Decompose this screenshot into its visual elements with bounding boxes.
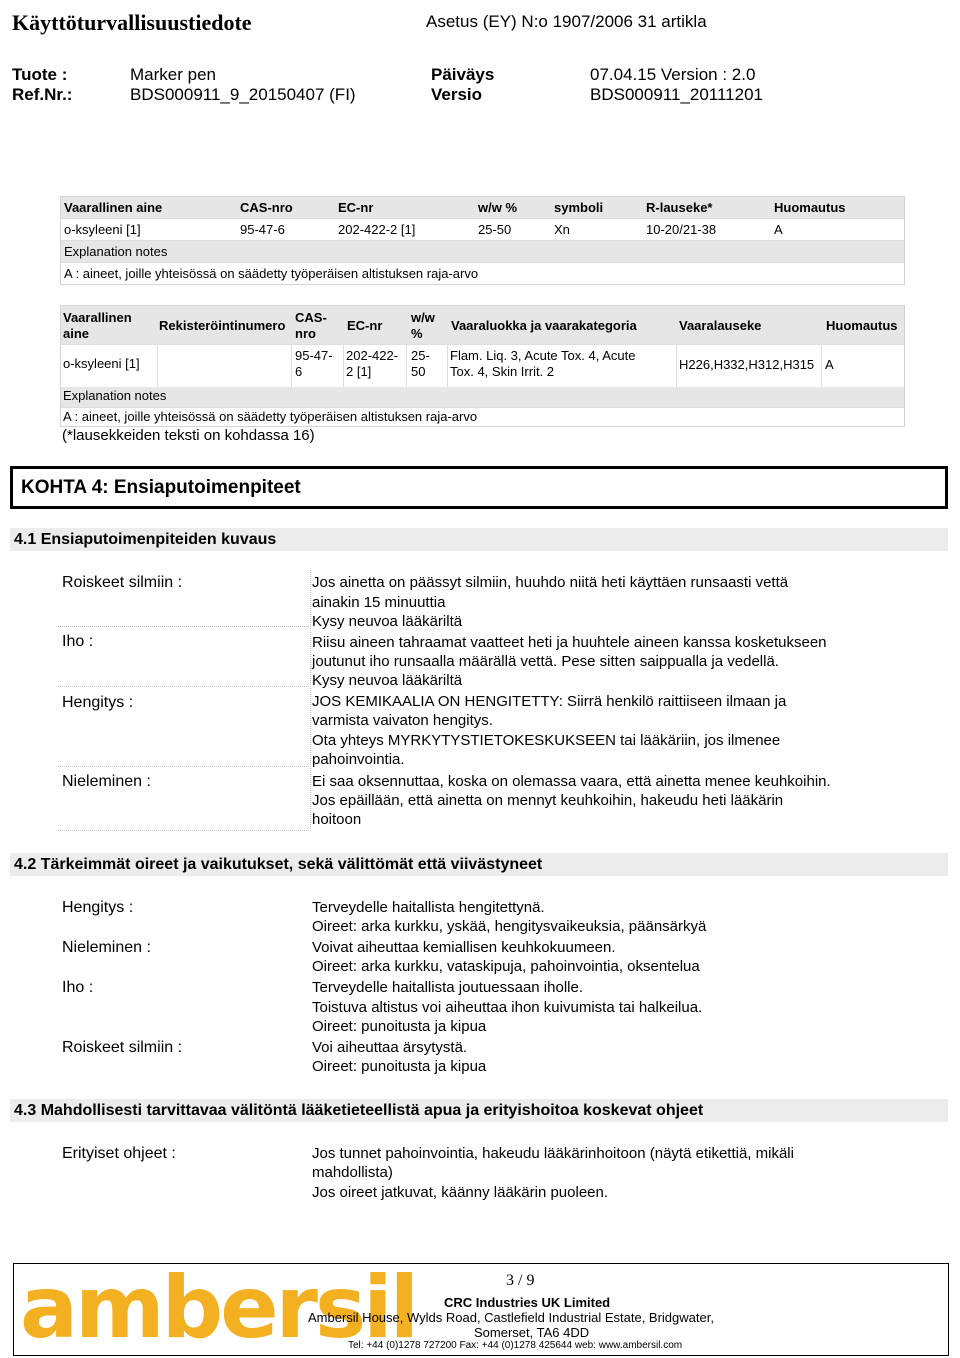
- column-divider: [447, 344, 448, 387]
- cell-ww: 25-50: [478, 222, 512, 237]
- col-ww: [411, 310, 435, 342]
- col-substance-line1: Vaarallinen: [63, 310, 132, 325]
- cell-ww-line2: 50: [411, 364, 426, 379]
- col-ec: EC-nr: [347, 318, 383, 333]
- text-line: Jos oireet jatkuvat, käänny lääkärin puoleen.: [312, 1184, 609, 1201]
- label-special-instructions: Erityiset ohjeet :: [62, 1145, 176, 1162]
- text-line: Toistuva altistus voi aiheuttaa ihon kuivumista tai halkeilua.: [312, 999, 703, 1016]
- subsection-4-3-header: [10, 1099, 948, 1122]
- text-line: Voi aiheuttaa ärsytystä.: [312, 1039, 468, 1056]
- substance-table-clp: [60, 305, 905, 427]
- label-eye-contact: Roiskeet silmiin :: [62, 1039, 183, 1056]
- company-address-line2: Somerset, TA6 4DD: [474, 1325, 590, 1340]
- cell-ec: 202-422-2 [1]: [338, 222, 416, 237]
- text-line: Voivat aiheuttaa kemiallisen keuhkokuumeen.: [312, 939, 616, 956]
- col-cas-line2: nro: [295, 326, 316, 341]
- page-footer: [13, 1258, 949, 1358]
- text-line: Oireet: punoitusta ja kipua: [312, 1058, 487, 1075]
- notes-title: Explanation notes: [63, 388, 167, 403]
- ref-value: BDS000911_9_20150407 (FI): [130, 85, 356, 104]
- section-title: KOHTA 4: Ensiaputoimenpiteet: [21, 477, 301, 498]
- col-cas-line1: CAS-: [295, 310, 327, 325]
- column-divider: [821, 344, 822, 387]
- company-name: CRC Industries UK Limited: [444, 1295, 611, 1310]
- table-header-row: [61, 197, 904, 219]
- text-line: Jos epäillään, että ainetta on mennyt keuhkoihin, hakeudu heti lääkärin: [312, 792, 784, 809]
- cell-symbol: Xn: [554, 222, 570, 237]
- cell-hazard-class: [450, 348, 635, 380]
- col-symbol: symboli: [554, 200, 604, 215]
- cell-substance: o-ksyleeni [1]: [64, 222, 141, 237]
- row-divider: [61, 407, 904, 408]
- column-divider: [406, 344, 407, 387]
- text-line: JOS KEMIKAALIA ON HENGITETTY: Siirrä henkilö raittiiseen ilmaan ja: [312, 693, 787, 710]
- cell-note: A: [774, 222, 783, 237]
- label-cell: [58, 628, 311, 687]
- text-line: Oireet: arka kurkku, yskää, hengitysvaikeuksia, päänsärkyä: [312, 918, 707, 935]
- label-ingestion: Nieleminen :: [62, 939, 151, 956]
- col-ec: EC-nr: [338, 200, 374, 215]
- text-line: Kysy neuvoa lääkäriltä: [312, 672, 463, 689]
- col-substance-line2: aine: [63, 326, 90, 341]
- cell-cas: 95-47-6: [240, 222, 285, 237]
- text-line: Oireet: arka kurkku, vataskipuja, pahoinvointia, oksentelua: [312, 958, 700, 975]
- cell-ww-line1: 25-: [411, 348, 430, 363]
- cell-r-phrase: 10-20/21-38: [646, 222, 717, 237]
- cell-note: A: [825, 357, 834, 372]
- col-cas: CAS-nro: [240, 200, 293, 215]
- text-line: Jos tunnet pahoinvointia, hakeudu lääkärinhoitoon (näytä etikettiä, mikäli: [312, 1145, 794, 1162]
- subsection-4-1-title: 4.1 Ensiaputoimenpiteiden kuvaus: [14, 531, 277, 548]
- text-line: varmista vaivaton hengitys.: [312, 712, 493, 729]
- label-ingestion: Nieleminen :: [62, 773, 151, 790]
- notes-title: Explanation notes: [64, 244, 168, 259]
- col-ww-line2: %: [411, 326, 423, 341]
- cell-ec: [346, 348, 398, 380]
- col-ww-line1: w/w: [411, 310, 435, 325]
- section-title-box: [10, 466, 948, 509]
- col-substance: Vaarallinen aine: [64, 200, 163, 215]
- text-line: pahoinvointia.: [312, 751, 405, 768]
- column-divider: [291, 344, 292, 387]
- notes-title-row: [61, 387, 904, 407]
- col-registration: Rekisteröintinumero: [159, 318, 286, 333]
- regulation-reference: Asetus (EY) N:o 1907/2006 31 artikla: [426, 12, 707, 31]
- col-cas: [295, 310, 327, 342]
- cell-ww: [411, 348, 430, 380]
- product-label: Tuote :: [12, 65, 68, 84]
- clause-text-note: (*lausekkeiden teksti on kohdassa 16): [62, 427, 315, 444]
- text-line: mahdollista): [312, 1164, 393, 1181]
- col-hazard-statement: Vaaralauseke: [679, 318, 762, 333]
- notes-title-row: [61, 241, 904, 263]
- col-note: Huomautus: [774, 200, 846, 215]
- label-inhalation: Hengitys :: [62, 694, 134, 711]
- col-substance: [63, 310, 132, 342]
- subsection-4-2-title: 4.2 Tärkeimmät oireet ja vaikutukset, sekä välittömät että viivästyneet: [14, 856, 543, 873]
- text-line: ainakin 15 minuuttia: [312, 594, 446, 611]
- logo-text: ambersil: [20, 1258, 417, 1358]
- subsection-4-2-header: [10, 853, 948, 876]
- text-line: joutunut iho runsaalla määrällä vettä. Pese sitten saippualla ja vedellä.: [312, 653, 779, 670]
- substance-table-r-phrases: [60, 196, 905, 285]
- cell-cas-line2: 6: [295, 364, 303, 379]
- subsection-4-1-header: [10, 528, 948, 551]
- label-skin-contact: Iho :: [62, 979, 94, 996]
- label-inhalation: Hengitys :: [62, 899, 134, 916]
- company-contact: Tel: +44 (0)1278 727200 Fax: +44 (0)1278 425644 web: www.ambersil.com: [348, 1340, 683, 1351]
- cell-substance: o-ksyleeni [1]: [63, 356, 140, 371]
- page-number: 3 / 9: [506, 1272, 535, 1289]
- col-r-phrase: R-lauseke*: [646, 200, 713, 215]
- text-line: Terveydelle haitallista hengitettynä.: [312, 899, 545, 916]
- col-note: Huomautus: [826, 318, 898, 333]
- text-line: Jos ainetta on päässyt silmiin, huuhdo niitä heti käyttäen runsaasti vettä: [312, 574, 789, 591]
- cell-ec-line1: 202-422-: [346, 348, 399, 363]
- table-row: [61, 219, 904, 241]
- text-line: Ota yhteys MYRKYTYSTIETOKESKUKSEEN tai lääkäriin, jos ilmenee: [312, 732, 781, 749]
- text-line: Ei saa oksennuttaa, koska on olemassa vaara, että ainetta menee keuhkoihin.: [312, 773, 831, 790]
- document-title: Käyttöturvallisuustiedote: [12, 10, 252, 35]
- cell-cas-line1: 95-47-: [295, 348, 333, 363]
- product-value: Marker pen: [130, 65, 216, 84]
- date-label: Päiväys: [431, 65, 495, 84]
- subsection-4-3-title: 4.3 Mahdollisesti tarvittavaa välitöntä lääketieteellistä apua ja erityishoitoa koskevat ohjeet: [14, 1102, 704, 1119]
- label-eye-contact: Roiskeet silmiin :: [62, 574, 183, 591]
- text-line: Oireet: punoitusta ja kipua: [312, 1018, 487, 1035]
- cell-cas: [295, 348, 333, 380]
- text-line: Kysy neuvoa lääkäriltä: [312, 613, 463, 630]
- column-divider: [157, 344, 158, 387]
- ref-label: Ref.Nr.:: [12, 85, 73, 104]
- text-line: Riisu aineen tahraamat vaatteet heti ja huuhtele aineen kanssa kosketukseen: [312, 634, 827, 651]
- col-hazard-class: Vaaraluokka ja vaarakategoria: [451, 318, 637, 333]
- company-address-line1: Ambersil House, Wylds Road, Castlefield Industrial Estate, Bridgwater,: [308, 1310, 714, 1325]
- text-line: hoitoon: [312, 811, 362, 828]
- column-divider: [676, 344, 677, 387]
- cell-hazard-class-line1: Flam. Liq. 3, Acute Tox. 4, Acute: [450, 348, 636, 363]
- date-value: 07.04.15 Version : 2.0: [590, 65, 756, 84]
- label-skin-contact: Iho :: [62, 633, 94, 650]
- col-ww: w/w %: [478, 200, 518, 215]
- cell-ec-line2: 2 [1]: [346, 364, 372, 379]
- version-label: Versio: [431, 85, 483, 104]
- cell-hazard-class-line2: Tox. 4, Skin Irrit. 2: [450, 364, 555, 379]
- ambersil-logo: [18, 1258, 417, 1358]
- notes-text: A : aineet, joille yhteisössä on säädetty työperäisen altistuksen raja-arvo: [63, 409, 478, 424]
- text-line: Terveydelle haitallista joutuessaan iholle.: [312, 979, 583, 996]
- row-divider: [61, 344, 904, 345]
- cell-hazard-statement: H226,H332,H312,H315: [679, 357, 815, 372]
- notes-text-row: [61, 263, 904, 284]
- notes-text: A : aineet, joille yhteisössä on säädetty työperäisen altistuksen raja-arvo: [64, 266, 479, 281]
- version-value: BDS000911_20111201: [590, 85, 763, 104]
- column-divider: [343, 344, 344, 387]
